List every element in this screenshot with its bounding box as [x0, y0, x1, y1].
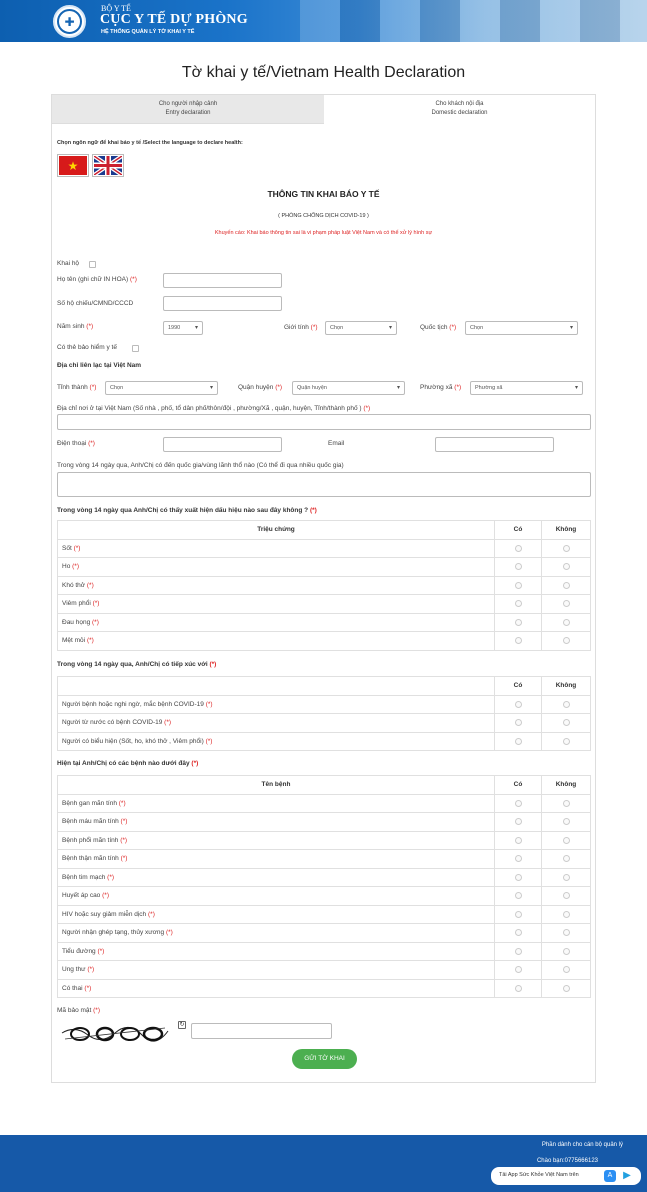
row-label: Bệnh máu mãn tính (*) [58, 813, 495, 832]
table-row [58, 868, 591, 887]
language-label: Chọn ngôn ngữ để khai báo y tế /Select the language to declare health: [57, 140, 243, 146]
yes-radio[interactable] [515, 738, 522, 745]
table-row [58, 595, 591, 614]
captcha-input[interactable] [191, 1023, 332, 1039]
table-row [58, 850, 591, 869]
table-row [58, 961, 591, 980]
no-radio[interactable] [563, 948, 570, 955]
table-row [58, 714, 591, 733]
yes-radio[interactable] [515, 855, 522, 862]
no-radio[interactable] [563, 985, 570, 992]
tab-domestic-declaration[interactable] [324, 95, 595, 124]
google-play-icon[interactable]: ▶ [621, 1170, 633, 1182]
ministry-name: BỘ Y TẾ [101, 4, 131, 13]
fullname-label: Họ tên (ghi chữ IN HOA) (*) [57, 276, 137, 283]
column-header: Không [542, 677, 591, 696]
yes-radio[interactable] [515, 911, 522, 918]
table-row [58, 979, 591, 998]
yes-radio[interactable] [515, 985, 522, 992]
yes-radio[interactable] [515, 701, 522, 708]
no-radio[interactable] [563, 563, 570, 570]
tab-entry-declaration[interactable] [52, 95, 324, 124]
no-radio[interactable] [563, 701, 570, 708]
table-row [58, 942, 591, 961]
row-label: Huyết áp cao (*) [58, 887, 495, 906]
captcha-label: Mã bảo mật (*) [57, 1007, 100, 1014]
column-header: Không [542, 776, 591, 795]
brand-subtitle: HỆ THỐNG QUẢN LÝ TỜ KHAI Y TẾ [101, 29, 195, 35]
passport-input[interactable] [163, 296, 282, 311]
row-label: Người nhận ghép tạng, thủy xương (*) [58, 924, 495, 943]
table-header-row [58, 521, 591, 540]
phone-input[interactable] [163, 437, 282, 452]
tab-label-line2: Domestic declaration [431, 110, 488, 116]
row-label: Có thai (*) [58, 979, 495, 998]
row-label: Bệnh gan mãn tính (*) [58, 794, 495, 813]
no-radio[interactable] [563, 545, 570, 552]
birth-year-select[interactable]: 1990 ▾ [163, 321, 203, 335]
travel-textarea[interactable] [57, 472, 591, 497]
yes-radio[interactable] [515, 637, 522, 644]
district-label: Quận huyện (*) [238, 384, 283, 391]
no-radio[interactable] [563, 837, 570, 844]
row-label: Viêm phổi (*) [58, 595, 495, 614]
ministry-logo-icon[interactable]: ✚ [53, 5, 86, 38]
no-radio[interactable] [563, 855, 570, 862]
yes-radio[interactable] [515, 800, 522, 807]
yes-radio[interactable] [515, 892, 522, 899]
gender-label: Giới tính (*) [284, 324, 318, 331]
no-radio[interactable] [563, 738, 570, 745]
row-label: Bệnh thận mãn tính (*) [58, 850, 495, 869]
no-radio[interactable] [563, 600, 570, 607]
row-label: Đau họng (*) [58, 613, 495, 632]
symptoms-table [57, 520, 591, 651]
vietnam-flag-button[interactable] [57, 154, 89, 177]
travel-label: Trong vòng 14 ngày qua, Anh/Chị có đến quốc gia/vùng lãnh thổ nào (Có thể đi qua nhiều quốc gia) [57, 462, 344, 469]
table-row [58, 613, 591, 632]
yes-radio[interactable] [515, 563, 522, 570]
form-title: THÔNG TIN KHAI BÁO Y TẾ [267, 189, 380, 199]
row-label: HIV hoặc suy giảm miễn dịch (*) [58, 905, 495, 924]
table-row [58, 813, 591, 832]
brand-title[interactable]: CỤC Y TẾ DỰ PHÒNG [100, 12, 248, 27]
no-radio[interactable] [563, 874, 570, 881]
no-radio[interactable] [563, 911, 570, 918]
row-label: Ho (*) [58, 558, 495, 577]
yes-radio[interactable] [515, 966, 522, 973]
submit-button[interactable]: GỬI TỜ KHAI [292, 1049, 357, 1069]
yes-radio[interactable] [515, 818, 522, 825]
uk-flag-icon [94, 156, 122, 175]
email-label: Email [328, 440, 345, 447]
english-flag-button[interactable] [92, 154, 124, 177]
address-input[interactable] [57, 414, 591, 430]
column-header: Không [542, 521, 591, 540]
insurance-checkbox[interactable] [132, 345, 139, 352]
table-row [58, 732, 591, 751]
yes-radio[interactable] [515, 874, 522, 881]
column-header: Có [495, 776, 542, 795]
row-label: Mệt mỏi (*) [58, 632, 495, 651]
district-select[interactable]: Quận huyện ▾ [292, 381, 405, 395]
fullname-input[interactable] [163, 273, 282, 288]
no-radio[interactable] [563, 800, 570, 807]
passport-label: Số hộ chiếu/CMND/CCCD [57, 300, 134, 307]
gender-select[interactable]: Chọn ▾ [325, 321, 397, 335]
table-header-row [58, 677, 591, 696]
table-row [58, 576, 591, 595]
column-header: Có [495, 677, 542, 696]
refresh-captcha-icon[interactable]: ↻ [179, 1022, 185, 1028]
yes-radio[interactable] [515, 619, 522, 626]
no-radio[interactable] [563, 818, 570, 825]
yes-radio[interactable] [515, 948, 522, 955]
row-label: Bệnh tim mạch (*) [58, 868, 495, 887]
site-footer [0, 1135, 647, 1192]
phone-label: Điện thoại (*) [57, 440, 95, 447]
row-label: Người từ nước có bệnh COVID-19 (*) [58, 714, 495, 733]
row-label: Sốt (*) [58, 539, 495, 558]
birth-year-label: Năm sinh (*) [57, 323, 94, 330]
table-row [58, 695, 591, 714]
table-row [58, 924, 591, 943]
diseases-table [57, 775, 591, 998]
declaration-panel [51, 94, 596, 1083]
table-row [58, 887, 591, 906]
province-select[interactable]: Chọn ▾ [105, 381, 218, 395]
table-row [58, 794, 591, 813]
table-row [58, 558, 591, 577]
yes-radio[interactable] [515, 600, 522, 607]
column-header: Có [495, 521, 542, 540]
greeting-text: Chào bạn:0775666123 [536, 1158, 598, 1164]
address-heading: Địa chỉ liên lạc tại Việt Nam [57, 362, 142, 369]
app-download-text: Tải App Sức Khỏe Việt Nam trên [499, 1172, 579, 1178]
province-label: Tỉnh thành (*) [57, 384, 97, 391]
khai-ho-checkbox[interactable] [89, 261, 96, 268]
no-radio[interactable] [563, 929, 570, 936]
table-row [58, 539, 591, 558]
page-title: Tờ khai y tế/Vietnam Health Declaration [181, 64, 466, 81]
table-header-row [58, 776, 591, 795]
site-header [0, 0, 647, 42]
tab-label-line1: Cho người nhập cảnh [158, 101, 218, 107]
diseases-question: Hiện tại Anh/Chị có các bệnh nào dưới đây (*) [57, 760, 199, 767]
contact-table [57, 676, 591, 751]
row-label: Ung thư (*) [58, 961, 495, 980]
column-header: Tên bệnh [58, 776, 495, 795]
row-label: Khó thở (*) [58, 576, 495, 595]
no-radio[interactable] [563, 719, 570, 726]
contact-question: Trong vòng 14 ngày qua, Anh/Chị có tiếp xúc với (*) [57, 661, 217, 668]
tab-label-line1: Cho khách nội địa [435, 101, 484, 107]
vietnam-flag-icon: ★ [59, 156, 87, 175]
app-download-box[interactable] [491, 1167, 641, 1185]
yes-radio[interactable] [515, 582, 522, 589]
address-label: Địa chỉ nơi ở tại Việt Nam (Số nhà , phố, tổ dân phố/thôn/đội , phường/Xã , quận, huyện, Tỉnh/thành phố ) (*) [57, 405, 371, 412]
nationality-select[interactable]: Chọn ▾ [465, 321, 578, 335]
khai-ho-label: Khai hộ [57, 260, 80, 267]
nationality-label: Quốc tịch (*) [420, 324, 457, 331]
no-radio[interactable] [563, 892, 570, 899]
ward-label: Phường xã (*) [420, 384, 462, 391]
no-radio[interactable] [563, 637, 570, 644]
captcha-image [60, 1023, 170, 1045]
app-store-icon[interactable]: A [604, 1170, 616, 1182]
table-row [58, 905, 591, 924]
insurance-label: Có thẻ bảo hiểm y tế [57, 344, 117, 351]
email-input[interactable] [435, 437, 554, 452]
no-radio[interactable] [563, 966, 570, 973]
ward-select[interactable]: Phường xã ▾ [470, 381, 583, 395]
yes-radio[interactable] [515, 545, 522, 552]
legal-warning: Khuyến cáo: Khai báo thông tin sai là vi phạm pháp luật Việt Nam và có thể xử lý hình sự [214, 230, 433, 236]
symptoms-question: Trong vòng 14 ngày qua Anh/Chị có thấy xuất hiện dấu hiệu nào sau đây không ? (*) [57, 507, 317, 514]
table-row [58, 632, 591, 651]
column-header: Triệu chứng [58, 521, 495, 540]
tab-label-line2: Entry declaration [165, 110, 211, 116]
row-label: Người có biểu hiện (Sốt, ho, khó thở , Viêm phổi) (*) [58, 732, 495, 751]
row-label: Người bệnh hoặc nghi ngờ, mắc bệnh COVID-19 (*) [58, 695, 495, 714]
row-label: Tiểu đường (*) [58, 942, 495, 961]
staff-link[interactable]: Phần dành cho cán bộ quản lý [541, 1142, 623, 1148]
header-banner-image [300, 0, 647, 42]
form-subtitle: ( PHÒNG CHỐNG DỊCH COVID-19 ) [278, 213, 369, 219]
table-row [58, 831, 591, 850]
row-label: Bệnh phổi mãn tính (*) [58, 831, 495, 850]
no-radio[interactable] [563, 582, 570, 589]
no-radio[interactable] [563, 619, 570, 626]
yes-radio[interactable] [515, 929, 522, 936]
yes-radio[interactable] [515, 719, 522, 726]
yes-radio[interactable] [515, 837, 522, 844]
column-header [58, 677, 495, 696]
